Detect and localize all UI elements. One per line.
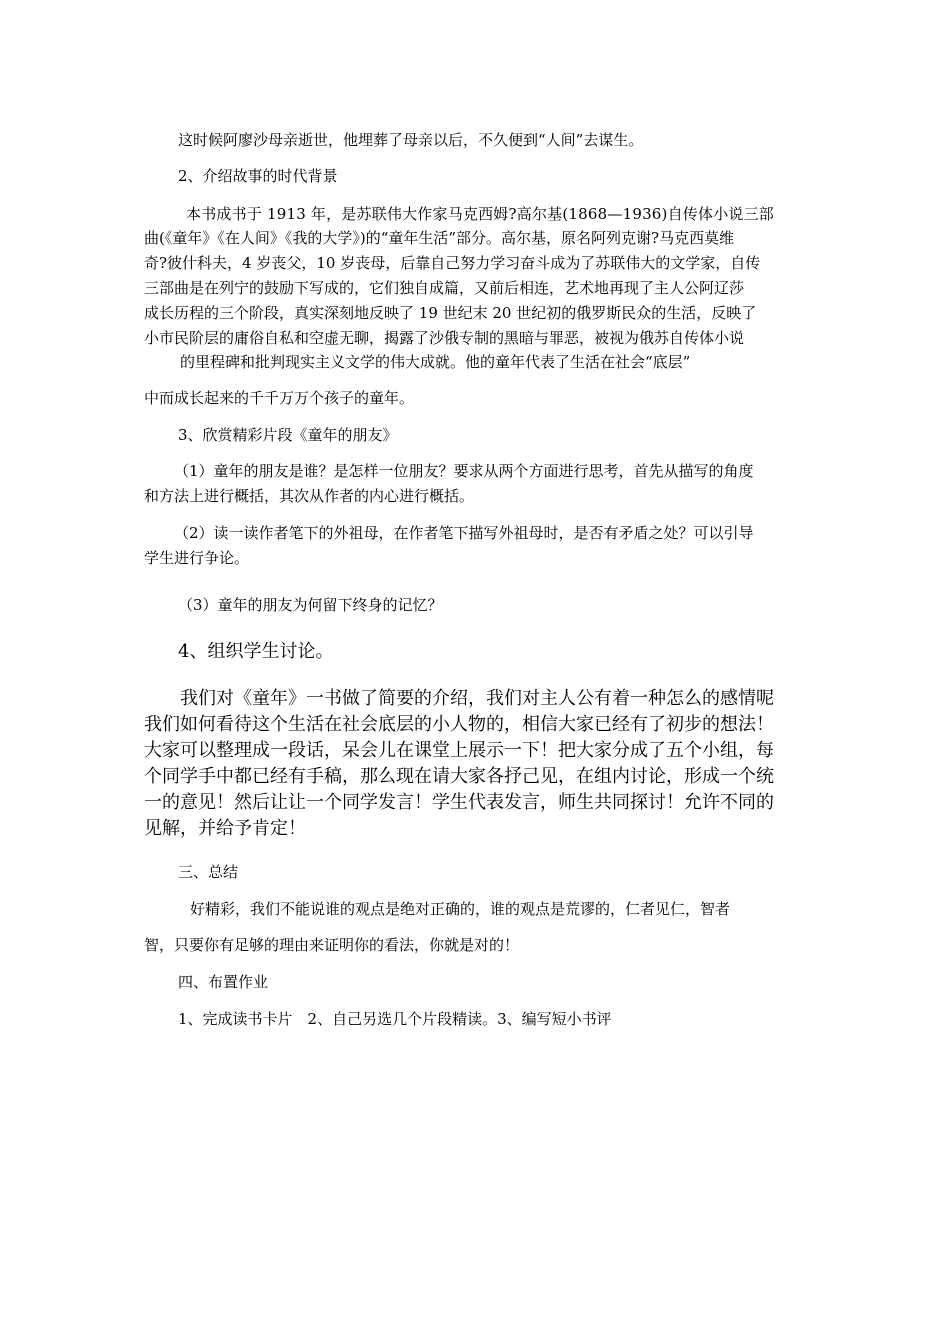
text-line-aliosha-mother: 这时候阿廖沙母亲逝世，他埋葬了母亲以后，不久便到“人间”去谋生。 — [178, 131, 644, 149]
discussion-line-6: 见解，并给予肯定！ — [144, 818, 306, 839]
text-line-background-4: 三部曲是在列宁的鼓励下写成的，它们独自成篇，又前后相连，艺术地再现了主人公阿辽莎 — [144, 279, 745, 297]
discussion-line-1: 我们对《童年》一书做了简要的介绍，我们对主人公有着一种怎么的感情呢 — [180, 688, 774, 709]
text-line-background-2: 曲(《童年》《在人间》《我的大学》)的“童年生活”部分。高尔基，原名阿列克谢?马克西莫维 — [144, 229, 735, 247]
text-line-background-1: 本书成书于 1913 年，是苏联伟大作家马克西姆?高尔基(1868—1936)自传体小说三部 — [186, 205, 775, 223]
question-2-line-1: （2）读一读作者笔下的外祖母，在作者笔下描写外祖母时，是否有矛盾之处？可以引导 — [174, 524, 754, 542]
heading-discussion: 4、组织学生讨论。 — [178, 641, 334, 662]
summary-line-1: 好精彩，我们不能说谁的观点是绝对正确的，谁的观点是荒谬的，仁者见仁，智者 — [190, 900, 731, 918]
discussion-line-4: 个同学手中都已经有手稿，那么现在请大家各抒己见，在组内讨论，形成一个统 — [144, 766, 774, 787]
question-1-line-1: （1）童年的朋友是谁？是怎样一位朋友？要求从两个方面进行思考，首先从描写的角度 — [174, 462, 754, 480]
question-3: （3）童年的朋友为何留下终身的记忆？ — [178, 596, 443, 614]
text-line-background-8: 中而成长起来的千千万万个孩子的童年。 — [144, 389, 415, 407]
text-line-background-7: 的里程碑和批判现实主义文学的伟大成就。他的童年代表了生活在社会“底层” — [180, 353, 691, 371]
question-2-line-2: 学生进行争论。 — [144, 549, 250, 567]
heading-summary: 三、总结 — [178, 863, 239, 881]
question-1-line-2: 和方法上进行概括，其次从作者的内心进行概括。 — [144, 487, 475, 505]
heading-background: 2、介绍故事的时代背景 — [178, 167, 338, 185]
summary-line-2: 智，只要你有足够的理由来证明你的看法，你就是对的！ — [144, 936, 520, 954]
text-line-background-3: 奇?彼什科夫，4 岁丧父，10 岁丧母，后靠自己努力学习奋斗成为了苏联伟大的文学家，自传 — [144, 254, 761, 272]
heading-appreciate: 3、欣赏精彩片段《童年的朋友》 — [178, 426, 398, 444]
discussion-line-3: 大家可以整理成一段话，呆会儿在课堂上展示一下！把大家分成了五个小组，每 — [144, 740, 774, 761]
discussion-line-2: 我们如何看待这个生活在社会底层的小人物的，相信大家已经有了初步的想法！ — [144, 714, 774, 735]
discussion-line-5: 一的意见！然后让让一个同学发言！学生代表发言，师生共同探讨！允许不同的 — [144, 792, 774, 813]
text-line-background-5: 成长历程的三个阶段，真实深刻地反映了 19 世纪末 20 世纪初的俄罗斯民众的生活，反映了 — [144, 304, 757, 322]
heading-homework: 四、布置作业 — [178, 973, 269, 991]
homework-items: 1、完成读书卡片 2、自己另选几个片段精读。3、编写短小书评 — [178, 1010, 612, 1028]
text-line-background-6: 小市民阶层的庸俗自私和空虚无聊，揭露了沙俄专制的黑暗与罪恶，被视为俄苏自传体小说 — [144, 329, 745, 347]
